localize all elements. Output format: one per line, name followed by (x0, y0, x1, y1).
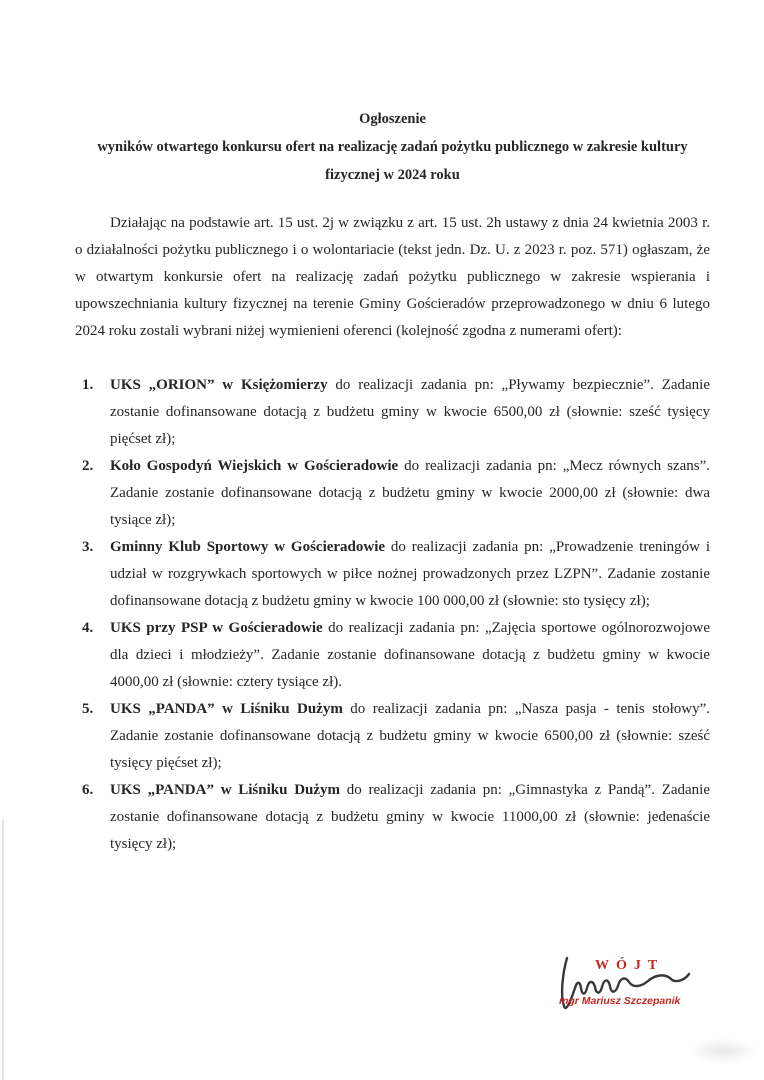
signature-scribble-icon (553, 956, 723, 1018)
item-number: 1. (82, 377, 94, 393)
item-number: 5. (82, 701, 94, 717)
item-org: UKS „ORION” w Księżomierzy (110, 377, 328, 393)
list-item (75, 696, 710, 777)
item-body (110, 453, 710, 534)
document-title (75, 105, 710, 189)
item-number: 4. (82, 620, 94, 636)
item-body (110, 534, 710, 615)
title-line-2: wyników otwartego konkursu ofert na realizację zadań pożytku publicznego w zakresie kultury (97, 139, 688, 155)
signature-stamp-title: WÓJT (595, 958, 665, 973)
item-org: Koło Gospodyń Wiejskich w Gościeradowie (110, 458, 399, 474)
item-text: do realizacji zadania pn: „Zajęcia sportowe ogólnorozwojowe dla dzieci i młodzieży”. Zadanie zostanie dofinansowane dotacją z budżetu gminy w kwocie 4000,00 zł (słownie: cztery tysiące zł). (110, 620, 710, 690)
item-body (110, 615, 710, 696)
item-org: UKS przy PSP w Gościeradowie (110, 620, 323, 636)
item-body (110, 777, 710, 858)
list-item (75, 453, 710, 534)
item-text: do realizacji zadania pn: „Pływamy bezpiecznie”. Zadanie zostanie dofinansowane dotacją z budżetu gminy w kwocie 6500,00 zł (słownie: sześć tysięcy pięćset zł); (110, 377, 710, 447)
scanner-smudge-artifact (688, 1038, 758, 1064)
item-text: do realizacji zadania pn: „Gimnastyka z Pandą”. Zadanie zostanie dofinansowane dotacją z budżetu gminy w kwocie 11000,00 zł (słownie: jedenaście tysięcy zł); (110, 782, 710, 852)
list-item (75, 534, 710, 615)
list-item (75, 615, 710, 696)
item-text: do realizacji zadania pn: „Nasza pasja - tenis stołowy”. Zadanie zostanie dofinansowane dotacją z budżetu gminy w kwocie 6500,00 zł (słownie: sześć tysięcy pięćset zł); (110, 701, 711, 771)
item-org: UKS „PANDA” w Liśniku Dużym (110, 782, 341, 798)
item-text: do realizacji zadania pn: „Mecz równych szans”. Zadanie zostanie dofinansowane dotacją z budżetu gminy w kwocie 2000,00 zł (słownie: dwa tysiące zł); (110, 458, 710, 528)
title-line-1: Ogłoszenie (359, 111, 426, 127)
item-number: 3. (82, 539, 94, 555)
intro-paragraph: Działając na podstawie art. 15 ust. 2j w związku z art. 15 ust. 2h ustawy z dnia 24 kwietnia 2003 r. o działalności pożytku publicznego i o wolontariacie (tekst jedn. Dz. U. z 2023 r. poz. 571) ogłaszam, że w otwartym konkursie ofert na realizację zadań pożytku publicznego w zakresie wspierania i upowszechniania kultury fizycznej na terenie Gminy Gościeradów przeprowadzonego w dniu 6 lutego 2024 roku zostali wybrani niżej wymienieni oferenci (kolejność zgodna z numerami ofert): (75, 215, 710, 339)
item-org: Gminny Klub Sportowy w Gościeradowie (110, 539, 386, 555)
offer-list (75, 372, 710, 858)
list-item (75, 777, 710, 858)
item-body (110, 696, 710, 777)
title-line-3: fizycznej w 2024 roku (325, 167, 460, 183)
list-item (75, 372, 710, 453)
item-number: 2. (82, 458, 94, 474)
scanner-edge-artifact (2, 820, 4, 1080)
item-body (110, 372, 710, 453)
signature-name: mgr Mariusz Szczepanik (559, 995, 681, 1007)
signature-block (553, 950, 728, 1025)
item-org: UKS „PANDA” w Liśniku Dużym (110, 701, 343, 717)
item-text: do realizacji zadania pn: „Prowadzenie treningów i udział w rozgrywkach sportowych w piłce nożnej prowadzonych przez LZPN”. Zadanie zostanie dofinansowane dotacją z budżetu gminy w kwocie 100 000,00 zł (słownie: sto tysięcy zł); (110, 539, 710, 609)
item-number: 6. (82, 782, 94, 798)
